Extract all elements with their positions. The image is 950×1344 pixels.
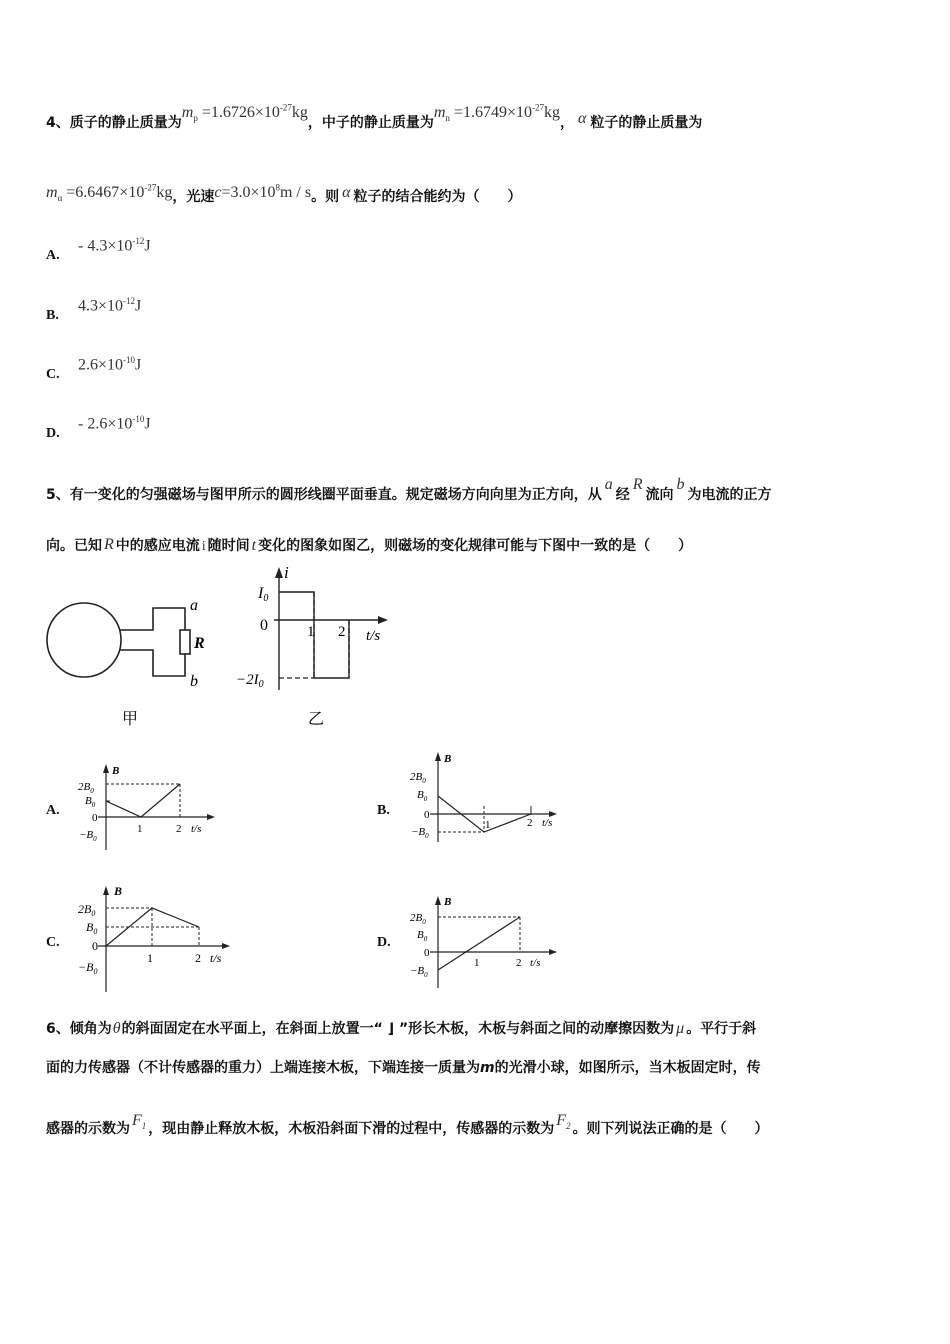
caption-jia: 甲 xyxy=(122,711,139,728)
tick-2: 2 xyxy=(338,624,346,640)
figure-jia-coil xyxy=(40,590,220,730)
figure-yi-current-graph xyxy=(230,562,400,732)
b-curve xyxy=(106,784,180,817)
F2-symbol: $F_2$ xyxy=(556,1112,571,1132)
svg-text:1: 1 xyxy=(474,957,480,969)
svg-text:0: 0 xyxy=(424,947,430,959)
q4-option-d-label[interactable]: D. xyxy=(46,426,60,441)
svg-text:B: B xyxy=(114,884,123,898)
svg-text:B: B xyxy=(444,896,452,908)
ma-formula: $m_\alpha =6.6467\times 10^{-27}kg$ xyxy=(46,182,173,204)
svg-text:0: 0 xyxy=(92,812,98,824)
svg-text:1: 1 xyxy=(485,819,491,831)
q4-text: 4、质子的静止质量为 xyxy=(46,115,182,131)
svg-text:2: 2 xyxy=(527,817,533,829)
q6-line2: 面的力传感器（不计传感器的重力）上端连接木板，下端连接一质量为m的光滑小球，如图所示，当木板固定时，传 xyxy=(46,1060,761,1076)
svg-text:1: 1 xyxy=(147,951,153,965)
q4-line1: 4、质子的静止质量为$m_p =1.6726\times 10^{-27}kg$，中子的静止质量为$m_n =1.6749\times 10^{-27}kg$， α 粒子的静止质量为 xyxy=(46,102,703,131)
svg-text:t/s: t/s xyxy=(191,823,202,835)
axis-t-label: t/s xyxy=(366,628,381,644)
svg-text:−B0: $-B_0$ xyxy=(78,960,98,976)
tick-2B0: $2B_0$ xyxy=(78,781,94,795)
svg-text:t/s: t/s xyxy=(210,951,222,965)
tick-1: 1 xyxy=(307,624,315,640)
tick-neg-2I0: $-2I_0$ xyxy=(236,672,264,690)
q4-option-a-label[interactable]: A. xyxy=(46,248,60,263)
q5-option-b-graph xyxy=(408,746,568,846)
svg-text:t/s: t/s xyxy=(542,817,553,829)
q4-option-b-value: $4.3\times 10^{-12}J$ xyxy=(78,296,142,315)
q5-option-a-graph xyxy=(76,760,226,855)
alpha-symbol: α xyxy=(577,110,587,127)
q5-option-b-label[interactable]: B. xyxy=(377,803,390,818)
resistor-label: R xyxy=(194,635,205,652)
svg-text:−B0: $-B_0$ xyxy=(410,965,428,979)
terminal-a: a xyxy=(190,597,198,614)
svg-text:2: 2 xyxy=(176,823,182,835)
c-formula: $c=3.0\times 10^8m / s$ xyxy=(214,182,312,201)
svg-text:B0: $B_0$ xyxy=(417,929,428,943)
q6-line3: 感器的示数为 $F_1$ ，现由静止释放木板，木板沿斜面下滑的过程中，传感器的示数为 $F_2$ 。则下列说法正确的是（ ） xyxy=(46,1112,769,1137)
tick-neg-B0: $-B_0$ xyxy=(79,829,97,843)
resistor xyxy=(180,630,190,654)
q5-option-c-label[interactable]: C. xyxy=(46,935,60,950)
F1-symbol: $F_1$ xyxy=(132,1112,147,1132)
q6-line1: 6、倾角为θ的斜面固定在水平面上，在斜面上放置一“ ⌋ ”形长木板，木板与斜面之间的动摩擦因数为 μ 。平行于斜 xyxy=(46,1020,757,1037)
svg-text:0: 0 xyxy=(92,939,98,953)
svg-text:t/s: t/s xyxy=(530,957,541,969)
q4-option-b-label[interactable]: B. xyxy=(46,308,59,323)
q4-option-a-value: - $4.3\times 10^{-12}J$ xyxy=(78,236,151,255)
svg-text:B: B xyxy=(112,765,120,777)
mp-formula: $m_p =1.6726\times 10^{-27}kg$ xyxy=(181,102,308,124)
q4-option-c-value: $2.6\times 10^{-10}J$ xyxy=(78,355,142,374)
svg-text:2B0: $2B_0$ xyxy=(410,771,426,785)
svg-text:B0: $B_0$ xyxy=(417,789,428,803)
q5-option-d-graph xyxy=(408,892,568,992)
svg-text:2B0: $2B_0$ xyxy=(410,912,426,926)
svg-text:B0: $B_0$ xyxy=(86,920,98,936)
svg-text:0: 0 xyxy=(424,809,430,821)
coil-circle xyxy=(47,603,121,677)
caption-yi: 乙 xyxy=(308,711,325,728)
mn-formula: $m_n =1.6749\times 10^{-27}kg$ xyxy=(433,102,560,124)
tick-B0: $B_0$ xyxy=(85,795,96,809)
q5-line1: 5、有一变化的匀强磁场与图甲所示的圆形线圈平面垂直。规定磁场方向向里为正方向，从a经R流向b为电流的正方 xyxy=(46,476,772,503)
svg-text:2B0: $2B_0$ xyxy=(78,902,96,918)
q4-option-c-label[interactable]: C. xyxy=(46,367,60,382)
q5-line2: 向。已知 R 中的感应电流 i 随时间 t 变化的图象如图乙，则磁场的变化规律可能与下图中一致的是（ ） xyxy=(46,536,693,554)
tick-I0: I0 xyxy=(258,585,269,604)
svg-text:2: 2 xyxy=(516,957,522,969)
svg-text:−B0: $-B_0$ xyxy=(411,826,429,840)
q5-option-c-graph xyxy=(76,880,246,995)
axis-i-label: i xyxy=(284,563,289,582)
svg-text:B: B xyxy=(444,753,452,765)
q4-option-d-value: - $2.6\times 10^{-10}J$ xyxy=(78,414,151,433)
q5-option-a-label[interactable]: A. xyxy=(46,803,60,818)
terminal-b: b xyxy=(190,673,198,690)
tick-zero: 0 xyxy=(260,617,268,634)
q4-line2: $m_\alpha =6.6467\times 10^{-27}kg$，光速$c=3.0\times 10^8m / s$。则 α 粒子的结合能约为（ ） xyxy=(46,182,522,205)
svg-text:2: 2 xyxy=(195,951,201,965)
q5-option-d-label[interactable]: D. xyxy=(377,935,391,950)
svg-text:1: 1 xyxy=(137,823,143,835)
